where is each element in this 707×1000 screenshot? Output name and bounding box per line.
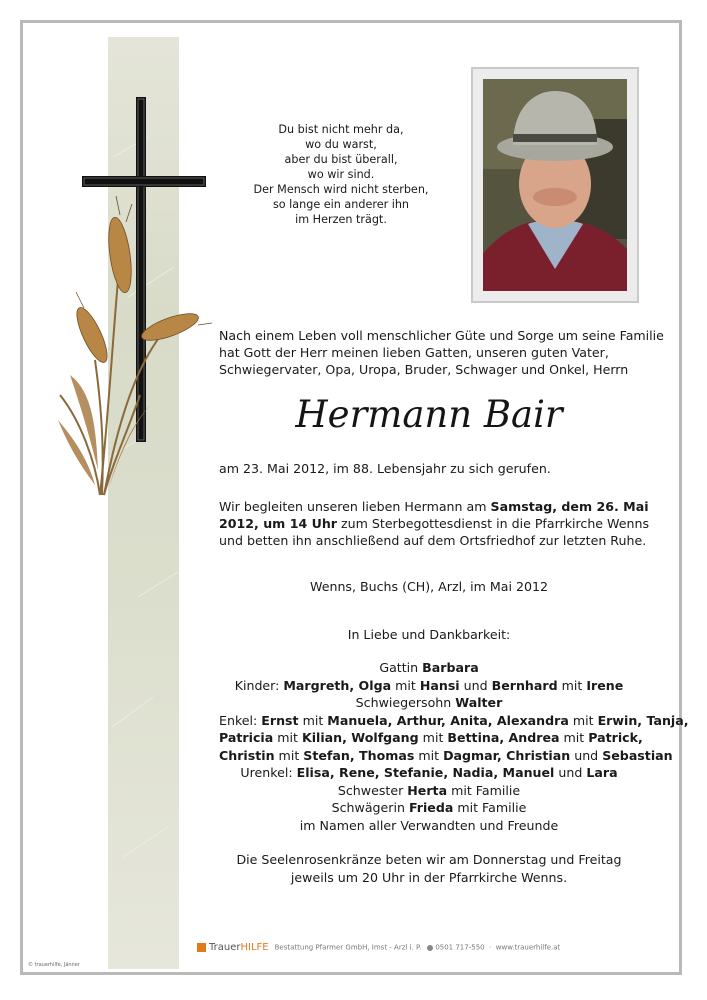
verse-line: Der Mensch wird nicht sterben, (253, 183, 429, 196)
verse-line: Du bist nicht mehr da, (278, 123, 404, 136)
mourner-line: Christin mit Stefan, Thomas mit Dagmar, Christian und Sebastian (219, 747, 673, 763)
website-link[interactable]: www.trauerhilfe.at (495, 943, 561, 952)
company-name: Bestattung Pfarmer GmbH, Imst - Arzl i. P. (274, 943, 422, 952)
place-date: Wenns, Buchs (CH), Arzl, im Mai 2012 (310, 579, 548, 594)
rosary-line: Die Seelenrosenkränze beten wir am Donnerstag und Freitag (236, 852, 622, 867)
deceased-name: Hermann Bair (295, 393, 563, 436)
mourner-line: Schwester Herta mit Familie (337, 782, 521, 798)
funeral-date: Samstag, dem 26. Mai 2012, um 14 Uhr (219, 499, 649, 531)
mourner-line: Gattin Barbara (379, 660, 479, 675)
mourner-line: Schwägerin Frieda mit Familie (331, 800, 527, 815)
funeral-notice (219, 498, 669, 549)
trauerhilfe-logo-icon (197, 943, 206, 952)
intro-text: Nach einem Leben voll menschlicher Güte und Sorge um seine Familie hat Gott der Herr meinen lieben Gatten, unseren guten Vater, Schwiegervater, Opa, Uropa, Bruder, Schwager und Onkel, Herrn (219, 328, 664, 377)
verse-line: im Herzen trägt. (295, 213, 387, 226)
mourner-line: Kinder: Margreth, Olga mit Hansi und Bernhard mit Irene (234, 677, 624, 693)
mourner-line: Patricia mit Kilian, Wolfgang mit Bettina, Andrea mit Patrick, (219, 730, 643, 745)
mourner-line: Enkel: Ernst mit Manuela, Arthur, Anita, Alexandra mit Erwin, Tanja, (219, 712, 689, 728)
funeral-text: Wir begleiten unseren lieben Hermann am (219, 499, 491, 514)
logo-text-accent: HILFE (240, 942, 269, 953)
verse (236, 122, 446, 227)
cross-with-wheat-icon (0, 0, 220, 520)
phone-number: 0501 717-550 (435, 943, 485, 952)
verse-line: wo wir sind. (307, 168, 375, 181)
mourner-line: im Namen aller Verwandten und Freunde (299, 817, 559, 833)
phone-icon (427, 945, 433, 951)
mourners-list (219, 659, 689, 834)
rosary-notice (219, 851, 639, 886)
mourner-line: Schwiegersohn Walter (355, 695, 503, 710)
death-notice: am 23. Mai 2012, im 88. Lebensjahr zu sich gerufen. (219, 461, 551, 476)
footer: TrauerHILFE Bestattung Pfarmer GmbH, Imst - Arzl i. P. 0501 717-550 · www.trauerhilfe.at (197, 942, 597, 956)
rosary-line: jeweils um 20 Uhr in der Pfarrkirche Wenns. (290, 869, 568, 885)
copyright: © trauerhilfe, Jänner (28, 962, 80, 968)
funeral-text: zum Sterbegottesdienst in die Pfarrkirche Wenns und betten ihn anschließend auf dem Ortsfriedhof zur letzten Ruhe. (219, 516, 650, 548)
verse-line: wo du warst, (305, 138, 377, 151)
portrait-frame (471, 67, 639, 303)
logo-text: Trauer (209, 942, 241, 953)
verse-line: aber du bist überall, (284, 153, 398, 166)
portrait-photo (483, 79, 627, 291)
verse-line: so lange ein anderer ihn (272, 198, 410, 211)
love-line: In Liebe und Dankbarkeit: (347, 627, 511, 642)
mourner-line: Urenkel: Elisa, Rene, Stefanie, Nadia, Manuel und Lara (240, 765, 618, 780)
